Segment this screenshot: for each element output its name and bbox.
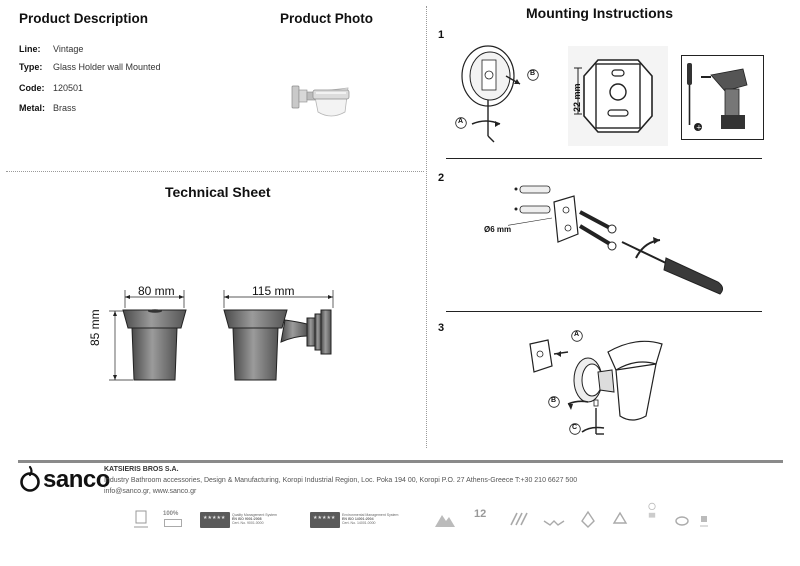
- wave-icon: [542, 508, 566, 532]
- desc-key: Type:: [19, 62, 43, 72]
- cert-name: Environmental Management System: [342, 513, 399, 517]
- desc-key: Line:: [19, 44, 41, 54]
- desc-row-code: [19, 83, 83, 93]
- step2-screws-illustration: [508, 178, 732, 296]
- step1-label-a: A: [458, 118, 464, 125]
- eu-flag-icon: ★★★★★: [200, 512, 230, 528]
- height-dimension-label: 85 mm: [88, 309, 102, 346]
- sanco-logo-icon: [19, 465, 41, 493]
- stripes-icon: [508, 508, 528, 532]
- step-separator: [446, 158, 762, 159]
- company-address: Industry Bathroom accessories, Design & Manufacturing, Koropi Industrial Region, Loc. Poka 194 00, Koropi P.O. 27 Athens-Greece T:+30 210 6627 500: [104, 477, 578, 484]
- badge-12-text: 12: [474, 508, 487, 520]
- brand-mark-icon: [700, 510, 708, 534]
- cert-standard: EN ISO 9001:2008: [232, 517, 262, 521]
- step3-label-a: A: [574, 331, 580, 338]
- step-separator: [446, 311, 762, 312]
- mark-icon: [132, 508, 150, 532]
- step-number: 2: [438, 172, 445, 184]
- desc-key: Code:: [19, 83, 45, 93]
- badge-100-percent: [162, 508, 184, 532]
- svg-text:+: +: [696, 123, 702, 132]
- technical-drawing: [95, 280, 345, 390]
- step3-label-c: C: [572, 424, 578, 431]
- cert-quality: [232, 513, 288, 525]
- sanco-logo-text: sanco: [43, 466, 110, 493]
- step2-drill-label: Ø6 mm: [484, 225, 512, 234]
- company-web: info@sanco.gr, www.sanco.gr: [104, 488, 197, 495]
- step3-assembly-illustration: [524, 330, 674, 452]
- cert-number: Cert. No. 14001.0000: [342, 521, 376, 525]
- desc-value: Brass: [53, 103, 77, 113]
- badge-12-years: [472, 508, 490, 532]
- step-number: 1: [438, 29, 445, 41]
- desc-value: 120501: [53, 83, 84, 93]
- cert-standard: EN ISO 14001:2004: [342, 517, 374, 521]
- drop-icon: [578, 508, 598, 532]
- eu-flag-icon: ★★★★★: [310, 512, 340, 528]
- mounting-instructions-title: Mounting Instructions: [526, 5, 673, 21]
- desc-value: Vintage: [53, 44, 84, 54]
- desc-value: Glass Holder wall Mounted: [53, 62, 161, 72]
- product-photo-title: Product Photo: [280, 11, 373, 26]
- product-description-title: Product Description: [19, 11, 149, 26]
- desc-row-type: [19, 62, 161, 72]
- step3-label-b: B: [551, 397, 557, 404]
- step-number: 3: [438, 322, 445, 334]
- step1-bracket-illustration: [568, 46, 668, 146]
- step1-dimension-label: 22 mm: [572, 83, 582, 112]
- desc-row-metal: [19, 103, 76, 113]
- vertical-divider: [426, 6, 427, 448]
- step1-label-b: B: [530, 70, 536, 77]
- certification-badges: [128, 508, 708, 534]
- product-photo-image: [290, 78, 354, 128]
- desc-key: Metal:: [19, 103, 46, 113]
- badge-100-text: 100%: [163, 511, 179, 517]
- company-name: KATSIERIS BROS S.A.: [104, 466, 179, 473]
- desc-row-line: [19, 44, 83, 54]
- technical-sheet-title: Technical Sheet: [165, 184, 271, 200]
- step1-wallplate-illustration: [450, 38, 550, 148]
- step1-tools-illustration: [681, 55, 764, 140]
- horizontal-divider: [6, 171, 424, 172]
- sun-icon: [642, 500, 662, 524]
- cert-number: Cert. No. 9001.0000: [232, 521, 264, 525]
- recycle-icon: [610, 508, 630, 532]
- depth-dimension-label: 115 mm: [252, 284, 295, 298]
- footer-divider: [18, 460, 783, 463]
- mountain-icon: [434, 508, 456, 532]
- cert-name: Quality Management System: [232, 513, 277, 517]
- swirl-icon: [672, 508, 692, 532]
- width-dimension-label: 80 mm: [138, 284, 175, 298]
- cert-environmental: [342, 513, 402, 525]
